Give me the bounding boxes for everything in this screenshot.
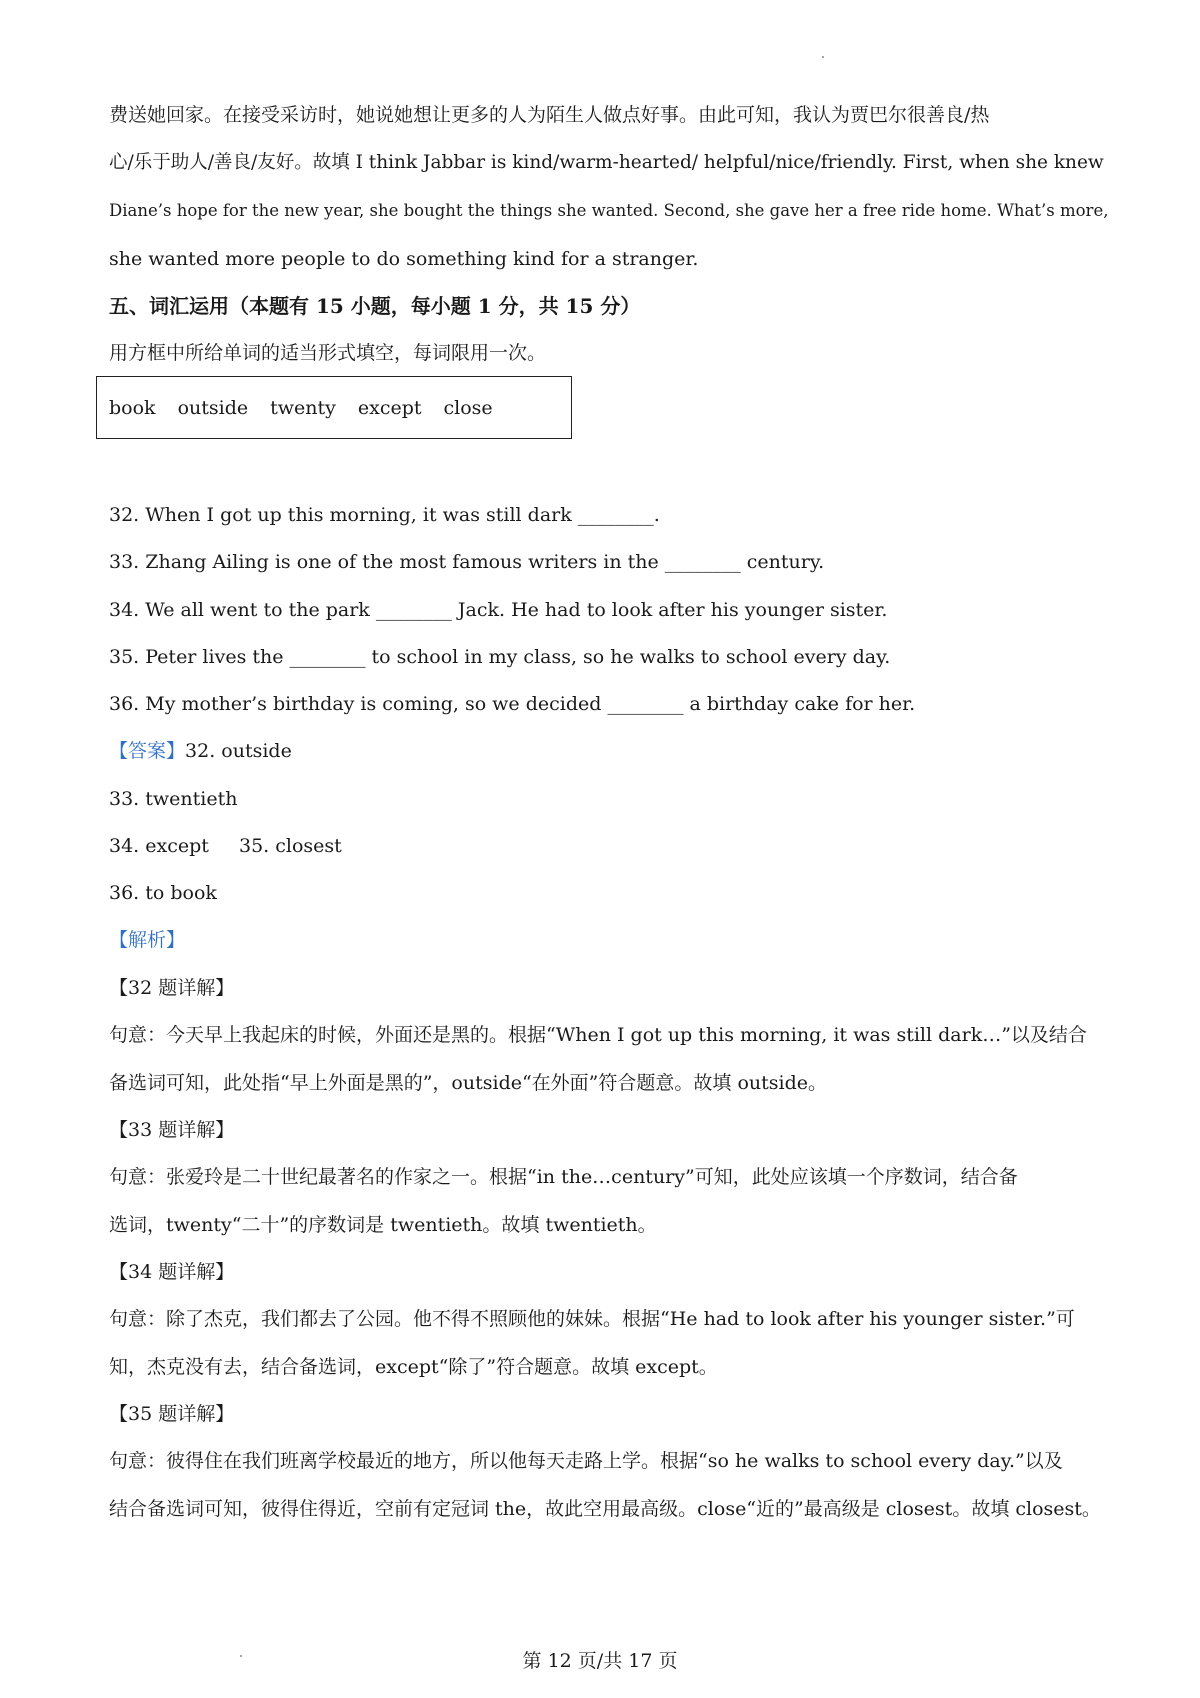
word-twenty: twenty [270,397,336,419]
paragraph-line: 费送她回家。在接受采访时，她说她想让更多的人为陌生人做点好事。由此可知，我认为贾巴尔很善良/热 [109,104,990,126]
detail-title-34: 【34 题详解】 [109,1261,235,1283]
answer-tag: 【答案】 [109,740,186,762]
detail-text: 句意：除了杰克，我们都去了公园。他不得不照顾他的妹妹。根据“He had to look after his younger sister.”可 [109,1308,1075,1330]
paragraph-line: Diane’s hope for the new year, she bought the things she wanted. Second, she gave her a free ride home. What’s more, [109,201,1109,220]
paragraph-line: she wanted more people to do something kind for a stranger. [109,248,699,270]
detail-title-33: 【33 题详解】 [109,1119,235,1141]
answer-36: 36. to book [109,882,217,904]
section-heading: 五、词汇运用（本题有 15 小题，每小题 1 分，共 15 分） [109,294,641,318]
detail-text: 句意：彼得住在我们班离学校最近的地方，所以他每天走路上学。根据“so he walks to school every day.”以及 [109,1450,1063,1472]
answer-line [109,738,1109,764]
detail-text: 结合备选词可知，彼得住得近，空前有定冠词 the，故此空用最高级。close“近的”最高级是 closest。故填 closest。 [109,1498,1101,1520]
answer-32: 32. outside [185,740,292,762]
question-36: 36. My mother’s birthday is coming, so we decided ________ a birthday cake for her. [109,693,916,715]
word-close: close [443,397,493,419]
word-book: book [109,397,156,419]
analysis-tag: 【解析】 [109,929,186,951]
word-except: except [357,397,422,419]
answer-line [109,833,1109,859]
question-33: 33. Zhang Ailing is one of the most famous writers in the ________ century. [109,551,825,573]
answer-34: 34. except [109,835,209,857]
word-box [96,376,572,439]
detail-text: 选词，twenty“二十”的序数词是 twentieth。故填 twentieth。 [109,1214,657,1236]
answer-35: 35. closest [239,835,342,857]
question-34: 34. We all went to the park ________ Jack. He had to look after his younger sister. [109,599,888,621]
word-outside: outside [177,397,249,419]
question-35: 35. Peter lives the ________ to school in my class, so he walks to school every day. [109,646,891,668]
speck [822,56,824,58]
question-32: 32. When I got up this morning, it was still dark ________. [109,504,660,526]
detail-text: 句意：今天早上我起床的时候，外面还是黑的。根据“When I got up this morning, it was still dark…”以及结合 [109,1024,1087,1046]
paragraph-line: 心/乐于助人/善良/友好。故填 I think Jabbar is kind/warm-hearted/ helpful/nice/friendly. First, when she knew [109,152,1104,173]
detail-text: 备选词可知，此处指“早上外面是黑的”，outside“在外面”符合题意。故填 outside。 [109,1072,827,1094]
answer-33: 33. twentieth [109,788,238,810]
detail-text: 句意：张爱玲是二十世纪最著名的作家之一。根据“in the…century”可知，此处应该填一个序数词，结合备 [109,1166,1018,1188]
detail-title-32: 【32 题详解】 [109,977,235,999]
detail-text: 知，杰克没有去，结合备选词，except“除了”符合题意。故填 except。 [109,1356,718,1378]
page-number: 第 12 页/共 17 页 [522,1650,678,1672]
detail-title-35: 【35 题详解】 [109,1403,235,1425]
section-instruction: 用方框中所给单词的适当形式填空，每词限用一次。 [109,342,547,364]
